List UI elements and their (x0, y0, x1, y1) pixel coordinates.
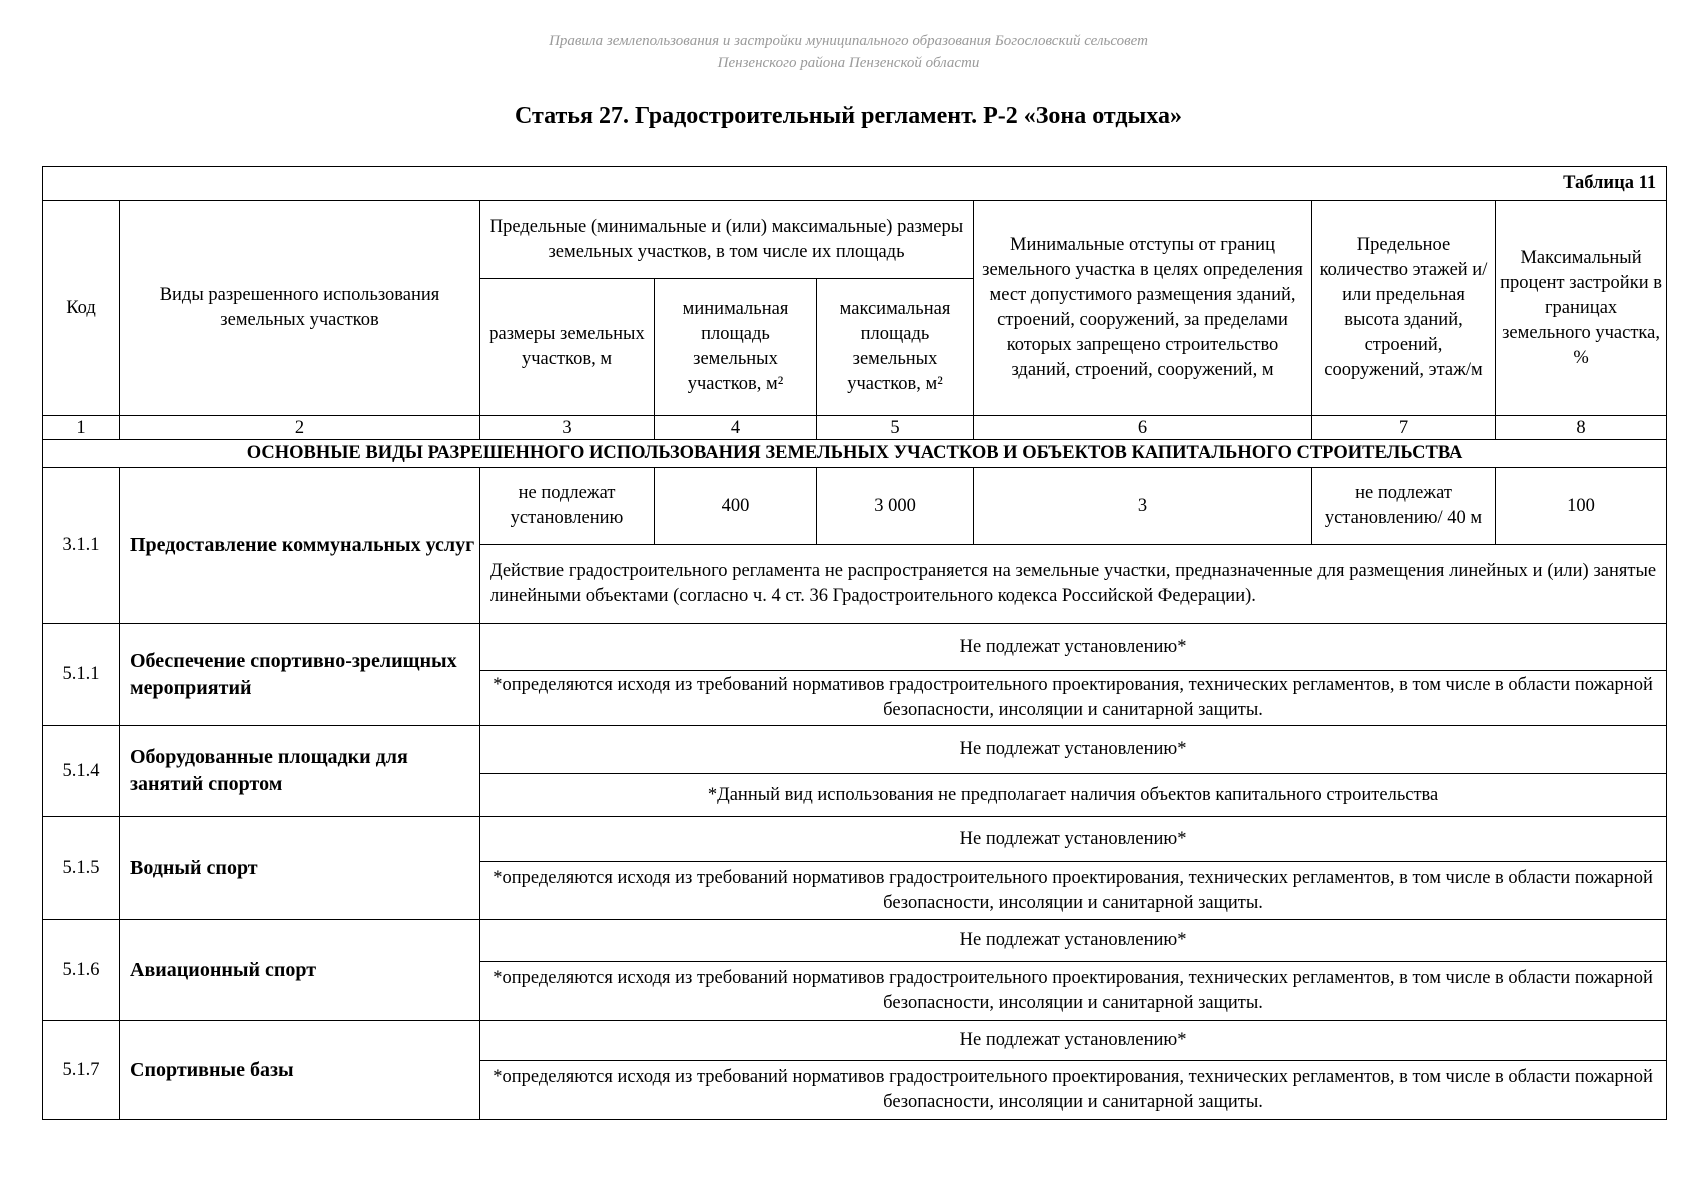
row-use-name: Оборудованные площадки для занятий спортом (120, 726, 480, 817)
article-title: Статья 27. Градостроительный регламент. Р-2 «Зона отдыха» (515, 103, 1182, 129)
row-note: *определяются исходя из требований нормативов градостроительного проектирования, технических регламентов, в том числе в области пожарной безопасности, инсоляции и санитарной защиты. (480, 962, 1667, 1021)
row-setback: 3 (974, 468, 1312, 545)
table-caption: Таблица 11 (43, 167, 1667, 201)
row-main-value: Не подлежат установлению* (480, 920, 1667, 962)
column-number-1: 1 (43, 416, 120, 440)
row-code: 3.1.1 (43, 468, 120, 624)
row-min-area: 400 (655, 468, 817, 545)
row-plot-size: не подлежат установлению (480, 468, 655, 545)
row-note: *определяются исходя из требований нормативов градостроительного проектирования, технических регламентов, в том числе в области пожарной безопасности, инсоляции и санитарной защиты. (480, 1061, 1667, 1120)
column-number-5: 5 (817, 416, 974, 440)
column-number-6: 6 (974, 416, 1312, 440)
regulation-table (42, 166, 1667, 1120)
row-note: *Данный вид использования не предполагает наличия объектов капитального строительства (480, 774, 1667, 817)
row-note: *определяются исходя из требований нормативов градостроительного проектирования, технических регламентов, в том числе в области пожарной безопасности, инсоляции и санитарной защиты. (480, 862, 1667, 920)
table-row (43, 624, 1667, 671)
row-use-name: Водный спорт (120, 817, 480, 920)
header-use: Виды разрешенного использования земельных участков (120, 201, 480, 416)
row-coverage: 100 (1496, 468, 1667, 545)
row-code: 5.1.1 (43, 624, 120, 726)
column-number-2: 2 (120, 416, 480, 440)
table-row (43, 1021, 1667, 1061)
row-main-value: Не подлежат установлению* (480, 1021, 1667, 1061)
header-plot-size: размеры земельных участков, м (480, 279, 655, 416)
column-number-3: 3 (480, 416, 655, 440)
row-use-name: Обеспечение спортивно-зрелищных мероприятий (120, 624, 480, 726)
running-header (0, 30, 1697, 74)
table-row (43, 468, 1667, 545)
row-code: 5.1.4 (43, 726, 120, 817)
table-row (43, 817, 1667, 862)
row-use-name: Предоставление коммунальных услуг (120, 468, 480, 624)
column-number-8: 8 (1496, 416, 1667, 440)
row-main-value: Не подлежат установлению* (480, 817, 1667, 862)
row-main-value: Не подлежат установлению* (480, 726, 1667, 774)
header-floors: Предельное количество этажей и/или предельная высота зданий, строений, сооружений, этаж/м (1312, 201, 1496, 416)
table-row (43, 726, 1667, 774)
section-title: ОСНОВНЫЕ ВИДЫ РАЗРЕШЕННОГО ИСПОЛЬЗОВАНИЯ ЗЕМЕЛЬНЫХ УЧАСТКОВ И ОБЪЕКТОВ КАПИТАЛЬНОГО СТРОИТЕЛЬСТВА (43, 440, 1667, 468)
header-limits-group: Предельные (минимальные и (или) максимальные) размеры земельных участков, в том числе их площадь (480, 201, 974, 279)
header-code: Код (43, 201, 120, 416)
header-min-area: минимальная площадь земельных участков, м² (655, 279, 817, 416)
running-header-line-1: Правила землепользования и застройки муниципального образования Богословский сельсовет (549, 33, 1148, 49)
row-floors: не подлежат установлению/ 40 м (1312, 468, 1496, 545)
row-max-area: 3 000 (817, 468, 974, 545)
table-row (43, 920, 1667, 962)
header-max-area: максимальная площадь земельных участков, м² (817, 279, 974, 416)
column-number-4: 4 (655, 416, 817, 440)
row-use-name: Спортивные базы (120, 1021, 480, 1120)
running-header-line-2: Пензенского района Пензенской области (717, 55, 980, 71)
row-code: 5.1.7 (43, 1021, 120, 1120)
column-number-7: 7 (1312, 416, 1496, 440)
header-coverage: Максимальный процент застройки в границах земельного участка, % (1496, 201, 1667, 416)
row-main-value: Не подлежат установлению* (480, 624, 1667, 671)
row-note: Действие градостроительного регламента не распространяется на земельные участки, предназначенные для размещения линейных и (или) занятые линейными объектами (согласно ч. 4 ст. 36 Градостроительного кодекса Российской Федерации). (480, 545, 1667, 624)
row-use-name: Авиационный спорт (120, 920, 480, 1021)
row-note: *определяются исходя из требований нормативов градостроительного проектирования, технических регламентов, в том числе в области пожарной безопасности, инсоляции и санитарной защиты. (480, 671, 1667, 726)
row-code: 5.1.6 (43, 920, 120, 1021)
header-setbacks: Минимальные отступы от границ земельного участка в целях определения мест допустимого размещения зданий, строений, сооружений, за пределами которых запрещено строительство зданий, строений, сооружений, м (974, 201, 1312, 416)
row-code: 5.1.5 (43, 817, 120, 920)
